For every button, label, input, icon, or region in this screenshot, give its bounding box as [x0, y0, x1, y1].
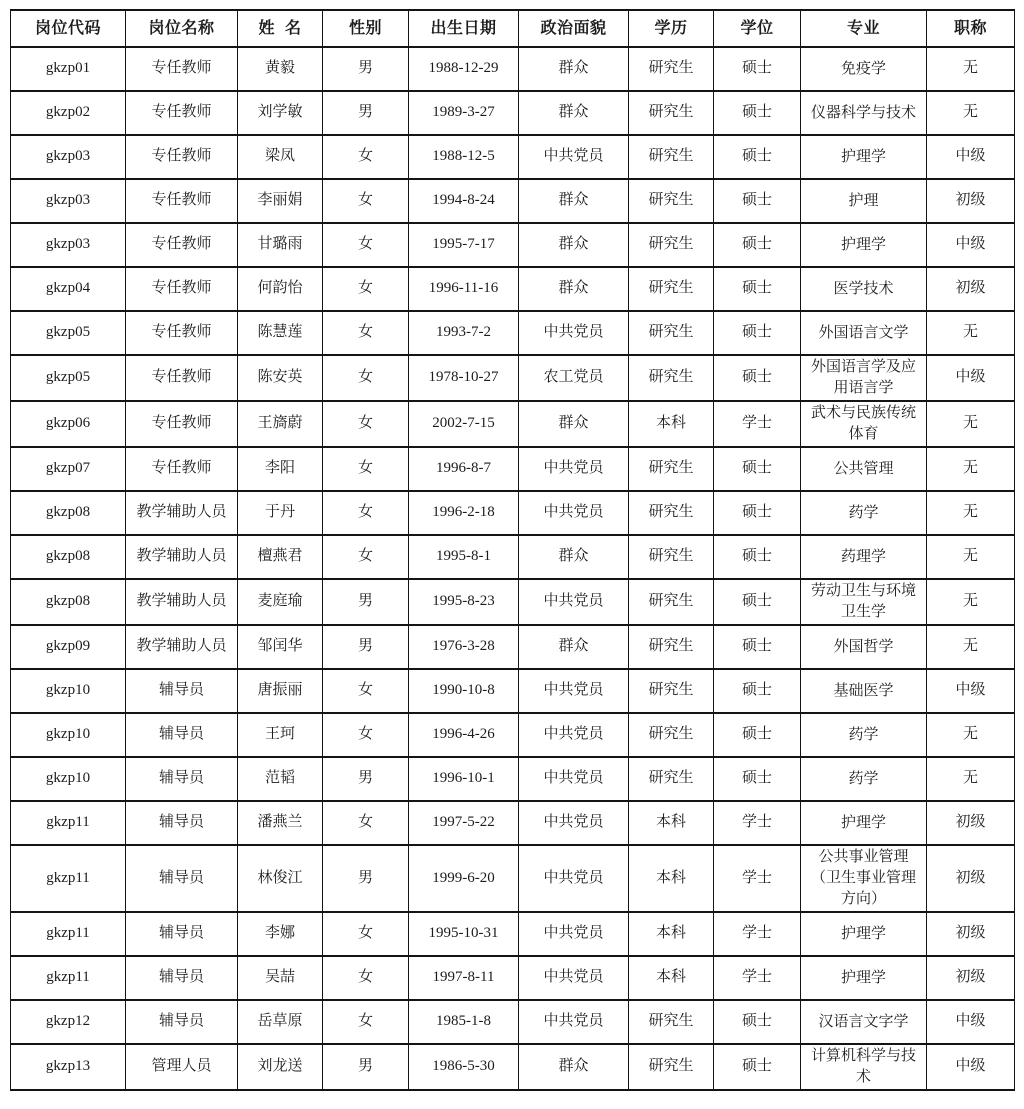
cell-name: 檀燕君 — [238, 535, 323, 579]
cell-position-code: gkzp11 — [11, 956, 126, 1000]
cell-political-status: 中共党员 — [519, 801, 629, 845]
cell-major: 护理学 — [801, 135, 927, 179]
cell-political-status: 中共党员 — [519, 135, 629, 179]
cell-name: 林俊江 — [238, 845, 323, 912]
cell-political-status: 中共党员 — [519, 1000, 629, 1044]
cell-political-status: 群众 — [519, 401, 629, 447]
cell-birth-date: 1996-2-18 — [409, 491, 519, 535]
cell-professional-title: 初级 — [927, 845, 1015, 912]
cell-birth-date: 1996-4-26 — [409, 713, 519, 757]
cell-name: 刘龙送 — [238, 1044, 323, 1090]
header-professional-title: 职称 — [927, 10, 1015, 47]
cell-gender: 女 — [323, 447, 409, 491]
cell-degree: 学士 — [714, 956, 801, 1000]
cell-position-code: gkzp13 — [11, 1044, 126, 1090]
table-row — [11, 311, 1015, 355]
cell-major: 医学技术 — [801, 267, 927, 311]
cell-name: 李阳 — [238, 447, 323, 491]
cell-political-status: 中共党员 — [519, 669, 629, 713]
cell-professional-title: 无 — [927, 401, 1015, 447]
header-major: 专业 — [801, 10, 927, 47]
cell-position-code: gkzp11 — [11, 801, 126, 845]
cell-position-name: 辅导员 — [126, 801, 238, 845]
cell-birth-date: 1993-7-2 — [409, 311, 519, 355]
cell-degree: 硕士 — [714, 1044, 801, 1090]
cell-professional-title: 无 — [927, 47, 1015, 91]
cell-professional-title: 无 — [927, 579, 1015, 625]
cell-birth-date: 1990-10-8 — [409, 669, 519, 713]
cell-degree: 硕士 — [714, 669, 801, 713]
cell-degree: 学士 — [714, 401, 801, 447]
cell-position-code: gkzp10 — [11, 757, 126, 801]
cell-education: 本科 — [629, 401, 714, 447]
cell-gender: 女 — [323, 801, 409, 845]
cell-name: 吴喆 — [238, 956, 323, 1000]
cell-birth-date: 1988-12-29 — [409, 47, 519, 91]
cell-gender: 女 — [323, 355, 409, 401]
cell-professional-title: 中级 — [927, 223, 1015, 267]
table-row — [11, 1044, 1015, 1090]
cell-political-status: 群众 — [519, 267, 629, 311]
cell-major: 劳动卫生与环境卫生学 — [801, 579, 927, 625]
cell-birth-date: 1996-10-1 — [409, 757, 519, 801]
cell-gender: 女 — [323, 135, 409, 179]
cell-position-name: 专任教师 — [126, 47, 238, 91]
header-gender: 性别 — [323, 10, 409, 47]
cell-political-status: 中共党员 — [519, 311, 629, 355]
cell-education: 研究生 — [629, 223, 714, 267]
cell-education: 研究生 — [629, 1044, 714, 1090]
cell-position-code: gkzp06 — [11, 401, 126, 447]
cell-birth-date: 1988-12-5 — [409, 135, 519, 179]
cell-name: 于丹 — [238, 491, 323, 535]
table-body — [11, 47, 1015, 1090]
cell-political-status: 中共党员 — [519, 757, 629, 801]
cell-major: 药学 — [801, 757, 927, 801]
cell-position-name: 教学辅助人员 — [126, 625, 238, 669]
cell-position-name: 专任教师 — [126, 91, 238, 135]
cell-degree: 硕士 — [714, 625, 801, 669]
cell-name: 唐振丽 — [238, 669, 323, 713]
cell-major: 药学 — [801, 713, 927, 757]
cell-birth-date: 1995-8-23 — [409, 579, 519, 625]
cell-professional-title: 初级 — [927, 267, 1015, 311]
cell-position-code: gkzp02 — [11, 91, 126, 135]
cell-major: 公共事业管理（卫生事业管理方向） — [801, 845, 927, 912]
table-row — [11, 401, 1015, 447]
cell-political-status: 中共党员 — [519, 713, 629, 757]
cell-gender: 女 — [323, 1000, 409, 1044]
cell-name: 范韬 — [238, 757, 323, 801]
cell-gender: 女 — [323, 179, 409, 223]
cell-major: 汉语言文字学 — [801, 1000, 927, 1044]
cell-professional-title: 无 — [927, 447, 1015, 491]
cell-political-status: 群众 — [519, 91, 629, 135]
table-row — [11, 447, 1015, 491]
cell-major: 外国语言文学 — [801, 311, 927, 355]
cell-degree: 硕士 — [714, 713, 801, 757]
cell-professional-title: 初级 — [927, 956, 1015, 1000]
cell-major: 外国语言学及应用语言学 — [801, 355, 927, 401]
cell-name: 潘燕兰 — [238, 801, 323, 845]
cell-education: 本科 — [629, 912, 714, 956]
cell-professional-title: 无 — [927, 713, 1015, 757]
table-row — [11, 625, 1015, 669]
cell-education: 研究生 — [629, 447, 714, 491]
cell-name: 麦庭瑜 — [238, 579, 323, 625]
cell-degree: 硕士 — [714, 135, 801, 179]
cell-degree: 硕士 — [714, 491, 801, 535]
cell-major: 武术与民族传统体育 — [801, 401, 927, 447]
cell-birth-date: 2002-7-15 — [409, 401, 519, 447]
cell-political-status: 中共党员 — [519, 845, 629, 912]
cell-position-code: gkzp03 — [11, 179, 126, 223]
cell-education: 研究生 — [629, 47, 714, 91]
cell-position-name: 辅导员 — [126, 757, 238, 801]
cell-education: 本科 — [629, 801, 714, 845]
cell-position-name: 专任教师 — [126, 179, 238, 223]
cell-position-code: gkzp11 — [11, 912, 126, 956]
cell-education: 研究生 — [629, 1000, 714, 1044]
cell-gender: 男 — [323, 91, 409, 135]
cell-major: 护理学 — [801, 912, 927, 956]
header-position-code: 岗位代码 — [11, 10, 126, 47]
cell-name: 刘学敏 — [238, 91, 323, 135]
cell-gender: 女 — [323, 401, 409, 447]
cell-degree: 学士 — [714, 801, 801, 845]
cell-education: 研究生 — [629, 625, 714, 669]
table-row — [11, 801, 1015, 845]
cell-education: 研究生 — [629, 491, 714, 535]
cell-education: 研究生 — [629, 311, 714, 355]
cell-degree: 硕士 — [714, 91, 801, 135]
cell-education: 研究生 — [629, 135, 714, 179]
cell-degree: 硕士 — [714, 47, 801, 91]
cell-position-code: gkzp04 — [11, 267, 126, 311]
cell-gender: 男 — [323, 845, 409, 912]
cell-education: 研究生 — [629, 757, 714, 801]
cell-professional-title: 无 — [927, 757, 1015, 801]
cell-education: 研究生 — [629, 91, 714, 135]
cell-major: 护理学 — [801, 801, 927, 845]
cell-gender: 男 — [323, 579, 409, 625]
cell-name: 王珂 — [238, 713, 323, 757]
cell-position-code: gkzp01 — [11, 47, 126, 91]
cell-position-name: 专任教师 — [126, 267, 238, 311]
cell-position-code: gkzp08 — [11, 491, 126, 535]
cell-education: 研究生 — [629, 669, 714, 713]
cell-degree: 硕士 — [714, 179, 801, 223]
cell-degree: 学士 — [714, 912, 801, 956]
cell-major: 药理学 — [801, 535, 927, 579]
cell-name: 陈慧莲 — [238, 311, 323, 355]
cell-education: 研究生 — [629, 355, 714, 401]
cell-political-status: 群众 — [519, 223, 629, 267]
table-row — [11, 267, 1015, 311]
header-political-status: 政治面貌 — [519, 10, 629, 47]
cell-position-name: 辅导员 — [126, 845, 238, 912]
cell-degree: 硕士 — [714, 447, 801, 491]
cell-political-status: 中共党员 — [519, 491, 629, 535]
cell-gender: 女 — [323, 713, 409, 757]
cell-position-name: 管理人员 — [126, 1044, 238, 1090]
cell-birth-date: 1989-3-27 — [409, 91, 519, 135]
cell-degree: 硕士 — [714, 355, 801, 401]
cell-professional-title: 无 — [927, 535, 1015, 579]
cell-degree: 硕士 — [714, 1000, 801, 1044]
header-birth-date: 出生日期 — [409, 10, 519, 47]
recruitment-roster-table — [10, 9, 1015, 1091]
cell-gender: 女 — [323, 491, 409, 535]
cell-gender: 男 — [323, 1044, 409, 1090]
cell-position-code: gkzp08 — [11, 579, 126, 625]
header-row — [11, 10, 1015, 47]
table-row — [11, 355, 1015, 401]
cell-name: 李丽娟 — [238, 179, 323, 223]
cell-gender: 女 — [323, 311, 409, 355]
cell-birth-date: 1999-6-20 — [409, 845, 519, 912]
cell-gender: 女 — [323, 223, 409, 267]
cell-position-name: 辅导员 — [126, 956, 238, 1000]
table-row — [11, 1000, 1015, 1044]
table-row — [11, 757, 1015, 801]
cell-professional-title: 初级 — [927, 179, 1015, 223]
table-row — [11, 845, 1015, 912]
cell-gender: 女 — [323, 956, 409, 1000]
cell-professional-title: 中级 — [927, 1044, 1015, 1090]
cell-political-status: 中共党员 — [519, 447, 629, 491]
cell-professional-title: 初级 — [927, 912, 1015, 956]
cell-degree: 学士 — [714, 845, 801, 912]
cell-professional-title: 无 — [927, 625, 1015, 669]
cell-professional-title: 初级 — [927, 801, 1015, 845]
cell-degree: 硕士 — [714, 223, 801, 267]
cell-birth-date: 1976-3-28 — [409, 625, 519, 669]
cell-birth-date: 1996-11-16 — [409, 267, 519, 311]
cell-name: 何韵怡 — [238, 267, 323, 311]
cell-gender: 女 — [323, 535, 409, 579]
cell-political-status: 农工党员 — [519, 355, 629, 401]
cell-position-name: 教学辅助人员 — [126, 579, 238, 625]
cell-degree: 硕士 — [714, 579, 801, 625]
cell-education: 本科 — [629, 845, 714, 912]
cell-education: 研究生 — [629, 179, 714, 223]
cell-gender: 女 — [323, 669, 409, 713]
table-row — [11, 179, 1015, 223]
cell-birth-date: 1997-5-22 — [409, 801, 519, 845]
table-row — [11, 956, 1015, 1000]
cell-gender: 女 — [323, 267, 409, 311]
cell-name: 岳草原 — [238, 1000, 323, 1044]
cell-degree: 硕士 — [714, 311, 801, 355]
cell-position-code: gkzp09 — [11, 625, 126, 669]
cell-professional-title: 中级 — [927, 135, 1015, 179]
header-name: 姓 名 — [238, 10, 323, 47]
cell-position-code: gkzp10 — [11, 669, 126, 713]
cell-degree: 硕士 — [714, 535, 801, 579]
cell-education: 本科 — [629, 956, 714, 1000]
cell-position-name: 专任教师 — [126, 311, 238, 355]
cell-position-name: 辅导员 — [126, 713, 238, 757]
cell-position-name: 教学辅助人员 — [126, 535, 238, 579]
table-row — [11, 91, 1015, 135]
cell-birth-date: 1995-7-17 — [409, 223, 519, 267]
cell-birth-date: 1994-8-24 — [409, 179, 519, 223]
cell-position-code: gkzp07 — [11, 447, 126, 491]
cell-political-status: 中共党员 — [519, 956, 629, 1000]
cell-professional-title: 无 — [927, 491, 1015, 535]
table-row — [11, 579, 1015, 625]
cell-position-name: 辅导员 — [126, 912, 238, 956]
cell-degree: 硕士 — [714, 757, 801, 801]
cell-position-name: 专任教师 — [126, 223, 238, 267]
cell-position-name: 专任教师 — [126, 447, 238, 491]
cell-birth-date: 1985-1-8 — [409, 1000, 519, 1044]
cell-name: 梁凤 — [238, 135, 323, 179]
cell-birth-date: 1995-10-31 — [409, 912, 519, 956]
cell-professional-title: 无 — [927, 91, 1015, 135]
cell-political-status: 中共党员 — [519, 912, 629, 956]
cell-gender: 男 — [323, 757, 409, 801]
cell-birth-date: 1996-8-7 — [409, 447, 519, 491]
cell-name: 李娜 — [238, 912, 323, 956]
cell-major: 护理学 — [801, 956, 927, 1000]
cell-position-name: 教学辅助人员 — [126, 491, 238, 535]
recruitment-roster-sheet — [10, 9, 1014, 1091]
table-row — [11, 135, 1015, 179]
cell-education: 研究生 — [629, 713, 714, 757]
cell-position-code: gkzp05 — [11, 311, 126, 355]
cell-position-code: gkzp11 — [11, 845, 126, 912]
cell-position-code: gkzp03 — [11, 135, 126, 179]
cell-position-code: gkzp12 — [11, 1000, 126, 1044]
cell-position-code: gkzp08 — [11, 535, 126, 579]
cell-political-status: 群众 — [519, 535, 629, 579]
cell-major: 仪器科学与技术 — [801, 91, 927, 135]
cell-position-code: gkzp05 — [11, 355, 126, 401]
cell-position-name: 专任教师 — [126, 135, 238, 179]
cell-major: 公共管理 — [801, 447, 927, 491]
table-row — [11, 535, 1015, 579]
cell-position-name: 辅导员 — [126, 669, 238, 713]
table-row — [11, 669, 1015, 713]
cell-position-name: 专任教师 — [126, 401, 238, 447]
cell-position-code: gkzp10 — [11, 713, 126, 757]
cell-name: 邹闰华 — [238, 625, 323, 669]
cell-position-code: gkzp03 — [11, 223, 126, 267]
table-row — [11, 223, 1015, 267]
cell-major: 基础医学 — [801, 669, 927, 713]
cell-name: 王旖蔚 — [238, 401, 323, 447]
cell-gender: 男 — [323, 47, 409, 91]
cell-education: 研究生 — [629, 535, 714, 579]
cell-professional-title: 中级 — [927, 669, 1015, 713]
cell-gender: 女 — [323, 912, 409, 956]
cell-name: 黄毅 — [238, 47, 323, 91]
cell-political-status: 群众 — [519, 47, 629, 91]
cell-birth-date: 1997-8-11 — [409, 956, 519, 1000]
cell-major: 免疫学 — [801, 47, 927, 91]
header-degree: 学位 — [714, 10, 801, 47]
cell-major: 护理 — [801, 179, 927, 223]
cell-major: 计算机科学与技术 — [801, 1044, 927, 1090]
cell-birth-date: 1986-5-30 — [409, 1044, 519, 1090]
cell-name: 甘璐雨 — [238, 223, 323, 267]
cell-name: 陈安英 — [238, 355, 323, 401]
table-row — [11, 713, 1015, 757]
header-position-name: 岗位名称 — [126, 10, 238, 47]
table-row — [11, 491, 1015, 535]
cell-major: 护理学 — [801, 223, 927, 267]
cell-major: 药学 — [801, 491, 927, 535]
cell-position-name: 辅导员 — [126, 1000, 238, 1044]
cell-political-status: 群众 — [519, 625, 629, 669]
table-row — [11, 912, 1015, 956]
cell-birth-date: 1995-8-1 — [409, 535, 519, 579]
cell-education: 研究生 — [629, 267, 714, 311]
cell-professional-title: 中级 — [927, 1000, 1015, 1044]
cell-professional-title: 中级 — [927, 355, 1015, 401]
table-row — [11, 47, 1015, 91]
cell-political-status: 中共党员 — [519, 579, 629, 625]
header-education: 学历 — [629, 10, 714, 47]
cell-major: 外国哲学 — [801, 625, 927, 669]
cell-political-status: 群众 — [519, 1044, 629, 1090]
cell-political-status: 群众 — [519, 179, 629, 223]
cell-position-name: 专任教师 — [126, 355, 238, 401]
cell-gender: 男 — [323, 625, 409, 669]
cell-professional-title: 无 — [927, 311, 1015, 355]
cell-education: 研究生 — [629, 579, 714, 625]
cell-birth-date: 1978-10-27 — [409, 355, 519, 401]
cell-degree: 硕士 — [714, 267, 801, 311]
